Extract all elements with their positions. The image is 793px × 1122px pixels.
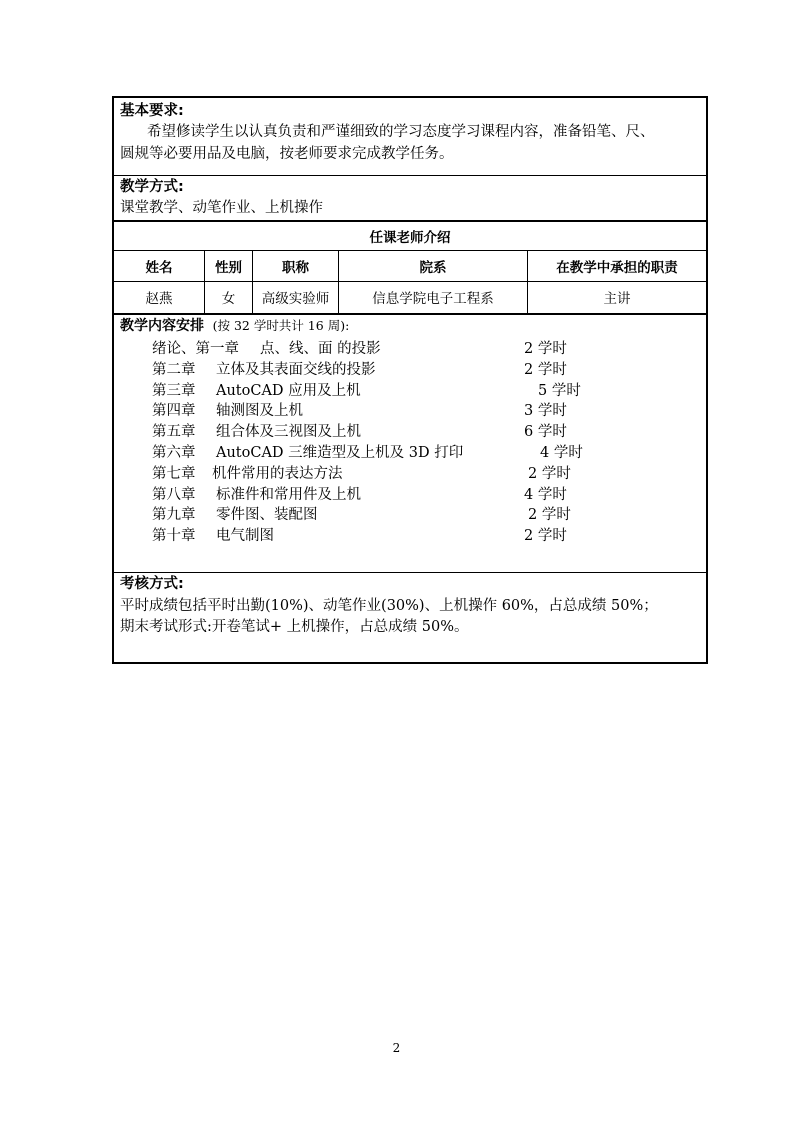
- header-gender: 性别: [215, 260, 242, 276]
- schedule-chapter: 第五章: [152, 424, 196, 441]
- schedule-title: 点、线、面 的投影: [260, 341, 381, 357]
- schedule-chapter: 第六章: [152, 445, 196, 461]
- header-responsibility: 在教学中承担的职责: [556, 260, 678, 276]
- schedule-title: 标准件和常用件及上机: [216, 486, 361, 503]
- requirements-line-1: 希望修读学生以认真负责和严谨细致的学习态度学习课程内容，准备铅笔、尺、: [147, 124, 655, 140]
- schedule-title: 立体及其表面交线的投影: [216, 361, 376, 378]
- schedule-chapter: 第七章: [152, 465, 196, 482]
- schedule-hours: 4 学时: [540, 445, 583, 461]
- column-divider: [338, 250, 339, 313]
- schedule-title: 机件常用的表达方法: [212, 465, 343, 482]
- teacher-section-title: 任课老师介绍: [369, 229, 451, 246]
- cell-title: 高级实验师: [261, 291, 330, 307]
- schedule-chapter: 第九章: [152, 507, 196, 524]
- schedule-hours: 2 学时: [524, 341, 567, 357]
- schedule-title: 组合体及三视图及上机: [216, 424, 361, 441]
- schedule-hours: 3 学时: [524, 403, 567, 420]
- column-divider: [252, 250, 253, 313]
- schedule-chapter: 第二章: [152, 361, 196, 378]
- divider: [114, 175, 706, 176]
- schedule-heading: 教学内容安排: [120, 318, 204, 334]
- header-name: 姓名: [145, 260, 173, 276]
- column-divider: [204, 250, 205, 313]
- column-divider: [527, 250, 528, 313]
- teaching-method-text: 课堂教学、动笔作业、上机操作: [120, 200, 323, 216]
- teaching-method-heading: 教学方式:: [120, 179, 184, 195]
- schedule-hours: 2 学时: [524, 361, 567, 378]
- cell-department: 信息学院电子工程系: [372, 291, 494, 307]
- assessment-line-2: 期末考试形式:开卷笔试+ 上机操作，占总成绩 50%。: [120, 619, 469, 635]
- header-department: 院系: [419, 260, 447, 276]
- schedule-note: (按 32 学时共计 16 周):: [212, 318, 350, 333]
- schedule-chapter: 第八章: [152, 486, 196, 503]
- schedule-title: 轴测图及上机: [216, 403, 303, 420]
- schedule-title: AutoCAD 三维造型及上机及 3D 打印: [216, 445, 464, 461]
- course-info-table: [112, 96, 708, 664]
- schedule-hours: 2 学时: [528, 507, 571, 524]
- assessment-line-1: 平时成绩包括平时出勤(10%)、动笔作业(30%)、上机操作 60%，占总成绩 50%；: [120, 598, 658, 614]
- schedule-chapter: 第十章: [152, 528, 196, 545]
- schedule-title: AutoCAD 应用及上机: [216, 382, 361, 399]
- schedule-hours: 2 学时: [528, 465, 571, 482]
- assessment-heading: 考核方式:: [120, 576, 184, 592]
- header-title: 职称: [282, 260, 309, 276]
- schedule-title: 零件图、装配图: [216, 507, 318, 524]
- schedule-chapter: 第三章: [152, 382, 196, 399]
- schedule-hours: 6 学时: [524, 424, 567, 441]
- schedule-hours: 5 学时: [538, 382, 581, 399]
- schedule-hours: 2 学时: [524, 528, 567, 545]
- cell-responsibility: 主讲: [603, 291, 631, 307]
- page-number: 2: [392, 1041, 401, 1055]
- schedule-chapter: 绪论、第一章: [152, 341, 239, 357]
- cell-name: 赵燕: [145, 291, 173, 307]
- requirements-line-2: 圆规等必要用品及电脑，按老师要求完成教学任务。: [120, 146, 454, 162]
- schedule-title: 电气制图: [216, 528, 274, 545]
- schedule-hours: 4 学时: [524, 486, 567, 503]
- schedule-heading-line: [120, 316, 349, 336]
- requirements-heading: 基本要求:: [120, 103, 184, 119]
- divider: [114, 313, 706, 315]
- cell-gender: 女: [221, 291, 236, 307]
- divider: [114, 572, 706, 573]
- schedule-chapter: 第四章: [152, 403, 196, 420]
